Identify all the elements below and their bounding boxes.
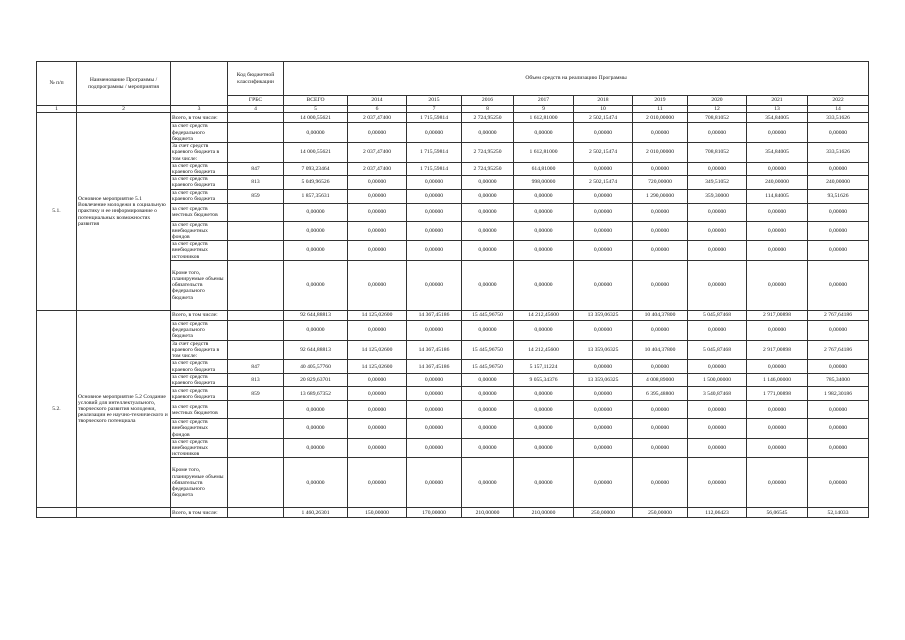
year-amount: 93,51626 (808, 189, 869, 203)
index-row (37, 106, 869, 113)
year-amount: 0,00000 (462, 260, 514, 310)
year-amount: 210,00000 (514, 508, 574, 518)
funding-source-label: За счет средств краевого бюджета в том числе: (171, 340, 228, 360)
grbs-code: 859 (228, 189, 284, 203)
year-amount: 14 212,45600 (514, 340, 574, 360)
grbs-code (228, 113, 284, 123)
year-amount: 250,00000 (633, 508, 688, 518)
grbs-code (228, 340, 284, 360)
year-amount: 0,00000 (747, 221, 808, 241)
year-amount: 0,00000 (808, 401, 869, 419)
year-amount: 0,00000 (407, 176, 462, 189)
grbs-code (228, 241, 284, 261)
table-body (37, 113, 869, 518)
grbs-code (228, 203, 284, 221)
year-amount: 2 037,47400 (348, 143, 407, 163)
year-amount: 0,00000 (633, 320, 688, 340)
year-amount: 0,00000 (808, 260, 869, 310)
year-amount: 0,00000 (514, 189, 574, 203)
header-year: 2017 (514, 96, 574, 106)
funding-source-label: за счет средств федерального бюджета (171, 123, 228, 143)
total-amount: 13 689,67352 (284, 387, 348, 401)
funding-source-label: за счет средств краевого бюджета (171, 189, 228, 203)
total-amount: 20 829,63701 (284, 373, 348, 386)
index-cell: 2 (77, 106, 171, 113)
year-amount: 0,00000 (633, 162, 688, 175)
year-amount: 0,00000 (462, 241, 514, 261)
year-amount: 0,00000 (514, 438, 574, 458)
grbs-code (228, 143, 284, 163)
funding-source-label: за счет средств внебюджетных фондов (171, 419, 228, 439)
funding-source-label: Кроме того, планируемые объемы обязательств федерального бюджета (171, 458, 228, 508)
grbs-code (228, 320, 284, 340)
year-amount: 0,00000 (808, 203, 869, 221)
index-cell: 12 (688, 106, 747, 113)
year-amount: 1 500,00000 (688, 373, 747, 386)
funding-source-label: за счет средств краевого бюджета (171, 176, 228, 189)
year-amount: 240,00000 (747, 176, 808, 189)
year-amount: 0,00000 (808, 458, 869, 508)
year-amount: 0,00000 (514, 241, 574, 261)
header-name: Наименование Программы / подпрограммы / мероприятия (77, 62, 171, 106)
header-year: 2018 (574, 96, 633, 106)
year-amount: 720,00000 (633, 176, 688, 189)
year-amount: 9 055,34376 (514, 373, 574, 386)
funding-source-label: за счет средств краевого бюджета (171, 387, 228, 401)
year-amount: 0,00000 (462, 438, 514, 458)
year-amount: 150,00000 (348, 508, 407, 518)
year-amount: 0,00000 (407, 458, 462, 508)
total-amount: 14 000,55621 (284, 113, 348, 123)
year-amount: 0,00000 (747, 162, 808, 175)
header-year: 2015 (407, 96, 462, 106)
grbs-code (228, 438, 284, 458)
year-amount: 0,00000 (348, 260, 407, 310)
header-year: 2022 (808, 96, 869, 106)
year-amount: 0,00000 (747, 438, 808, 458)
group-total-row (37, 310, 869, 320)
year-amount: 13 359,06325 (574, 340, 633, 360)
year-amount: 708,81052 (688, 113, 747, 123)
funding-source-label: Всего, в том числе: (171, 310, 228, 320)
year-amount: 0,00000 (462, 458, 514, 508)
year-amount: 0,00000 (688, 203, 747, 221)
year-amount: 14 125,02600 (348, 360, 407, 373)
year-amount: 0,00000 (574, 241, 633, 261)
year-amount: 0,00000 (574, 438, 633, 458)
year-amount: 0,00000 (462, 176, 514, 189)
year-amount: 0,00000 (633, 401, 688, 419)
header-grbs: ГРБС (228, 96, 284, 106)
year-amount: 14 367,45186 (407, 340, 462, 360)
group-name (77, 508, 171, 518)
year-amount: 0,00000 (514, 203, 574, 221)
index-cell: 1 (37, 106, 77, 113)
year-amount: 15 445,96750 (462, 340, 514, 360)
year-amount: 0,00000 (633, 260, 688, 310)
year-amount: 0,00000 (574, 360, 633, 373)
funding-source-label: Всего, в том числе: (171, 113, 228, 123)
year-amount: 0,00000 (633, 221, 688, 241)
year-amount: 0,00000 (747, 360, 808, 373)
year-amount: 1 715,59814 (407, 162, 462, 175)
header-year: 2019 (633, 96, 688, 106)
year-amount: 13 359,06325 (574, 373, 633, 386)
year-amount: 1 771,00898 (747, 387, 808, 401)
year-amount: 354,84005 (747, 113, 808, 123)
year-amount: 0,00000 (688, 260, 747, 310)
total-amount: 0,00000 (284, 260, 348, 310)
grbs-code (228, 310, 284, 320)
year-amount: 2 917,00898 (747, 340, 808, 360)
year-amount: 333,51626 (808, 113, 869, 123)
year-amount: 0,00000 (348, 241, 407, 261)
year-amount: 0,00000 (348, 387, 407, 401)
total-amount: 1 857,35631 (284, 189, 348, 203)
total-amount: 0,00000 (284, 401, 348, 419)
grbs-code (228, 260, 284, 310)
year-amount: 614,81000 (514, 162, 574, 175)
total-amount: 0,00000 (284, 320, 348, 340)
year-amount: 10 404,37800 (633, 310, 688, 320)
header-num: № п/п (37, 62, 77, 106)
total-amount: 92 644,88813 (284, 310, 348, 320)
year-amount: 2 724,95250 (462, 162, 514, 175)
year-amount: 0,00000 (688, 419, 747, 439)
year-amount: 10 404,37800 (633, 340, 688, 360)
year-amount: 170,00000 (407, 508, 462, 518)
year-amount: 52,14033 (808, 508, 869, 518)
index-cell: 14 (808, 106, 869, 113)
year-amount: 0,00000 (688, 438, 747, 458)
funding-source-label: за счет средств внебюджетных источников (171, 438, 228, 458)
year-amount: 0,00000 (688, 221, 747, 241)
year-amount: 0,00000 (633, 438, 688, 458)
year-amount: 2 037,47400 (348, 113, 407, 123)
total-amount: 92 644,88813 (284, 340, 348, 360)
year-amount: 0,00000 (574, 203, 633, 221)
year-amount: 0,00000 (407, 123, 462, 143)
year-amount: 0,00000 (514, 221, 574, 241)
year-amount: 5 045,87468 (688, 340, 747, 360)
year-amount: 0,00000 (348, 123, 407, 143)
total-amount: 40 405,57760 (284, 360, 348, 373)
year-amount: 2 767,64186 (808, 340, 869, 360)
year-amount: 349,51052 (688, 176, 747, 189)
total-amount: 0,00000 (284, 438, 348, 458)
header-year: 2020 (688, 96, 747, 106)
year-amount: 0,00000 (514, 401, 574, 419)
funding-source-label: за счет средств местных бюджетов (171, 401, 228, 419)
index-cell: 9 (514, 106, 574, 113)
group-number: 5.1. (37, 113, 77, 311)
year-amount: 0,00000 (514, 419, 574, 439)
total-amount: 0,00000 (284, 203, 348, 221)
year-amount: 1 290,00000 (633, 189, 688, 203)
funding-source-label: За счет средств краевого бюджета в том числе: (171, 143, 228, 163)
year-amount: 0,00000 (747, 419, 808, 439)
year-amount: 4 008,89000 (633, 373, 688, 386)
year-amount: 0,00000 (462, 203, 514, 221)
year-amount: 0,00000 (688, 458, 747, 508)
year-amount: 1 612,81000 (514, 113, 574, 123)
year-amount: 210,00000 (462, 508, 514, 518)
total-amount: 0,00000 (284, 458, 348, 508)
year-amount: 0,00000 (747, 458, 808, 508)
index-cell: 6 (348, 106, 407, 113)
year-amount: 14 367,45186 (407, 360, 462, 373)
year-amount: 0,00000 (808, 419, 869, 439)
year-amount: 0,00000 (462, 123, 514, 143)
index-cell: 3 (171, 106, 228, 113)
header-year: 2016 (462, 96, 514, 106)
total-amount: 7 093,23464 (284, 162, 348, 175)
year-amount: 0,00000 (407, 189, 462, 203)
funding-source-label: за счет средств внебюджетных фондов (171, 221, 228, 241)
year-amount: 0,00000 (633, 360, 688, 373)
group-number: 5.2. (37, 310, 77, 508)
header-volume: Объем средств на реализацию Программы (284, 62, 869, 96)
grbs-code: 813 (228, 176, 284, 189)
year-amount: 0,00000 (747, 320, 808, 340)
year-amount: 14 125,02600 (348, 340, 407, 360)
year-amount: 2 767,64186 (808, 310, 869, 320)
year-amount: 0,00000 (574, 458, 633, 508)
funding-source-label: за счет средств местных бюджетов (171, 203, 228, 221)
year-amount: 0,00000 (462, 320, 514, 340)
year-amount: 333,51626 (808, 143, 869, 163)
year-amount: 0,00000 (747, 203, 808, 221)
total-amount: 5 049,96526 (284, 176, 348, 189)
year-amount: 13 359,06325 (574, 310, 633, 320)
year-amount: 2 502,15474 (574, 176, 633, 189)
year-amount: 0,00000 (633, 458, 688, 508)
year-amount: 0,00000 (462, 401, 514, 419)
year-amount: 0,00000 (348, 320, 407, 340)
index-cell: 11 (633, 106, 688, 113)
year-amount: 0,00000 (407, 419, 462, 439)
year-amount: 0,00000 (574, 162, 633, 175)
year-amount: 3 540,87468 (688, 387, 747, 401)
header-year: 2014 (348, 96, 407, 106)
year-amount: 0,00000 (688, 360, 747, 373)
year-amount: 0,00000 (688, 241, 747, 261)
index-cell: 10 (574, 106, 633, 113)
year-amount: 0,00000 (348, 221, 407, 241)
year-amount: 0,00000 (574, 221, 633, 241)
year-amount: 0,00000 (462, 387, 514, 401)
year-amount: 0,00000 (633, 123, 688, 143)
total-amount: 0,00000 (284, 123, 348, 143)
total-amount: 0,00000 (284, 419, 348, 439)
total-amount: 14 000,55621 (284, 143, 348, 163)
index-cell: 8 (462, 106, 514, 113)
year-amount: 0,00000 (348, 176, 407, 189)
total-amount: 0,00000 (284, 221, 348, 241)
grbs-code (228, 458, 284, 508)
year-amount: 240,00000 (808, 176, 869, 189)
year-amount: 14 367,45186 (407, 310, 462, 320)
year-amount: 2 502,15474 (574, 143, 633, 163)
year-amount: 708,81052 (688, 143, 747, 163)
year-amount: 14 212,45600 (514, 310, 574, 320)
year-amount: 998,00000 (514, 176, 574, 189)
year-amount: 14 125,02600 (348, 310, 407, 320)
year-amount: 1 612,81000 (514, 143, 574, 163)
index-cell: 4 (228, 106, 284, 113)
program-funding-table (36, 61, 869, 518)
year-amount: 0,00000 (462, 221, 514, 241)
year-amount: 56,06545 (747, 508, 808, 518)
year-amount: 0,00000 (747, 401, 808, 419)
year-amount: 0,00000 (514, 387, 574, 401)
year-amount: 0,00000 (633, 419, 688, 439)
year-amount: 0,00000 (574, 260, 633, 310)
year-amount: 0,00000 (633, 241, 688, 261)
year-amount: 0,00000 (407, 260, 462, 310)
funding-source-label: за счет средств краевого бюджета (171, 360, 228, 373)
grbs-code (228, 401, 284, 419)
year-amount: 1 146,00000 (747, 373, 808, 386)
year-amount: 0,00000 (688, 401, 747, 419)
header-empty (171, 62, 228, 106)
year-amount: 0,00000 (747, 241, 808, 261)
year-amount: 0,00000 (348, 458, 407, 508)
year-amount: 15 445,96750 (462, 360, 514, 373)
funding-source-label: за счет средств краевого бюджета (171, 162, 228, 175)
year-amount: 0,00000 (574, 419, 633, 439)
year-amount: 6 395,48800 (633, 387, 688, 401)
funding-source-label: за счет средств федерального бюджета (171, 320, 228, 340)
year-amount: 112,06423 (688, 508, 747, 518)
year-amount: 0,00000 (462, 189, 514, 203)
year-amount: 2 037,47400 (348, 162, 407, 175)
year-amount: 0,00000 (688, 320, 747, 340)
year-amount: 0,00000 (514, 123, 574, 143)
year-amount: 0,00000 (407, 241, 462, 261)
funding-source-label: за счет средств внебюджетных источников (171, 241, 228, 261)
total-amount: 0,00000 (284, 241, 348, 261)
year-amount: 0,00000 (348, 419, 407, 439)
year-amount: 0,00000 (462, 419, 514, 439)
program-funding-table-page (36, 61, 868, 518)
funding-source-label: Всего, в том числе: (171, 508, 228, 518)
year-amount: 5 045,87468 (688, 310, 747, 320)
year-amount: 0,00000 (574, 320, 633, 340)
year-amount: 0,00000 (574, 401, 633, 419)
year-amount: 2 010,00000 (633, 113, 688, 123)
grbs-code (228, 123, 284, 143)
index-cell: 7 (407, 106, 462, 113)
year-amount: 2 724,95250 (462, 143, 514, 163)
grbs-code (228, 508, 284, 518)
year-amount: 1 715,59814 (407, 113, 462, 123)
year-amount: 0,00000 (808, 162, 869, 175)
year-amount: 0,00000 (407, 221, 462, 241)
index-cell: 5 (284, 106, 348, 113)
year-amount: 0,00000 (574, 387, 633, 401)
year-amount: 0,00000 (808, 360, 869, 373)
funding-source-label: Кроме того, планируемые объемы обязательств федерального бюджета (171, 260, 228, 310)
group-total-row (37, 113, 869, 123)
year-amount: 354,84005 (747, 143, 808, 163)
header-year: 2021 (747, 96, 808, 106)
year-amount: 0,00000 (348, 373, 407, 386)
year-amount: 0,00000 (462, 373, 514, 386)
year-amount: 0,00000 (808, 320, 869, 340)
year-amount: 0,00000 (808, 221, 869, 241)
grbs-code (228, 419, 284, 439)
year-amount: 0,00000 (407, 373, 462, 386)
year-amount: 0,00000 (514, 260, 574, 310)
year-amount: 0,00000 (348, 401, 407, 419)
group-number (37, 508, 77, 518)
index-cell: 13 (747, 106, 808, 113)
group-name: Основное мероприятие 5.2 Создание условий для интеллектуального, творческого развития молодежи, реализации ее научно-технического и творческого потенциала (77, 310, 171, 508)
year-amount: 2 917,00898 (747, 310, 808, 320)
group-name: Основное мероприятие 5.1 Вовлечение молодежи в социальную практику и ее информирование о потенциальных возможностях развития (77, 113, 171, 311)
total-amount: 1 460,26301 (284, 508, 348, 518)
header-code: Код бюджетной классификации (228, 62, 284, 96)
year-amount: 0,00000 (407, 387, 462, 401)
year-amount: 114,84005 (747, 189, 808, 203)
year-amount: 0,00000 (808, 438, 869, 458)
year-amount: 0,00000 (808, 241, 869, 261)
year-amount: 0,00000 (747, 260, 808, 310)
group-total-row (37, 508, 869, 518)
year-amount: 785,34000 (808, 373, 869, 386)
year-amount: 0,00000 (514, 320, 574, 340)
grbs-code: 847 (228, 162, 284, 175)
year-amount: 0,00000 (747, 123, 808, 143)
year-amount: 2 502,15474 (574, 113, 633, 123)
year-amount: 0,00000 (348, 438, 407, 458)
year-amount: 5 157,11224 (514, 360, 574, 373)
year-amount: 1 715,59814 (407, 143, 462, 163)
year-amount: 0,00000 (514, 458, 574, 508)
year-amount: 2 010,00000 (633, 143, 688, 163)
year-amount: 0,00000 (348, 189, 407, 203)
year-amount: 0,00000 (574, 123, 633, 143)
year-amount: 0,00000 (407, 320, 462, 340)
grbs-code: 813 (228, 373, 284, 386)
year-amount: 0,00000 (688, 162, 747, 175)
year-amount: 0,00000 (574, 189, 633, 203)
funding-source-label: за счет средств краевого бюджета (171, 373, 228, 386)
grbs-code: 847 (228, 360, 284, 373)
year-amount: 0,00000 (633, 203, 688, 221)
year-amount: 0,00000 (407, 438, 462, 458)
header-total: ВСЕГО (284, 96, 348, 106)
year-amount: 1 982,30186 (808, 387, 869, 401)
year-amount: 250,00000 (574, 508, 633, 518)
year-amount: 0,00000 (688, 123, 747, 143)
grbs-code: 859 (228, 387, 284, 401)
year-amount: 2 724,95250 (462, 113, 514, 123)
year-amount: 359,30000 (688, 189, 747, 203)
year-amount: 15 445,96750 (462, 310, 514, 320)
year-amount: 0,00000 (808, 123, 869, 143)
year-amount: 0,00000 (407, 203, 462, 221)
year-amount: 0,00000 (348, 203, 407, 221)
grbs-code (228, 221, 284, 241)
year-amount: 0,00000 (407, 401, 462, 419)
